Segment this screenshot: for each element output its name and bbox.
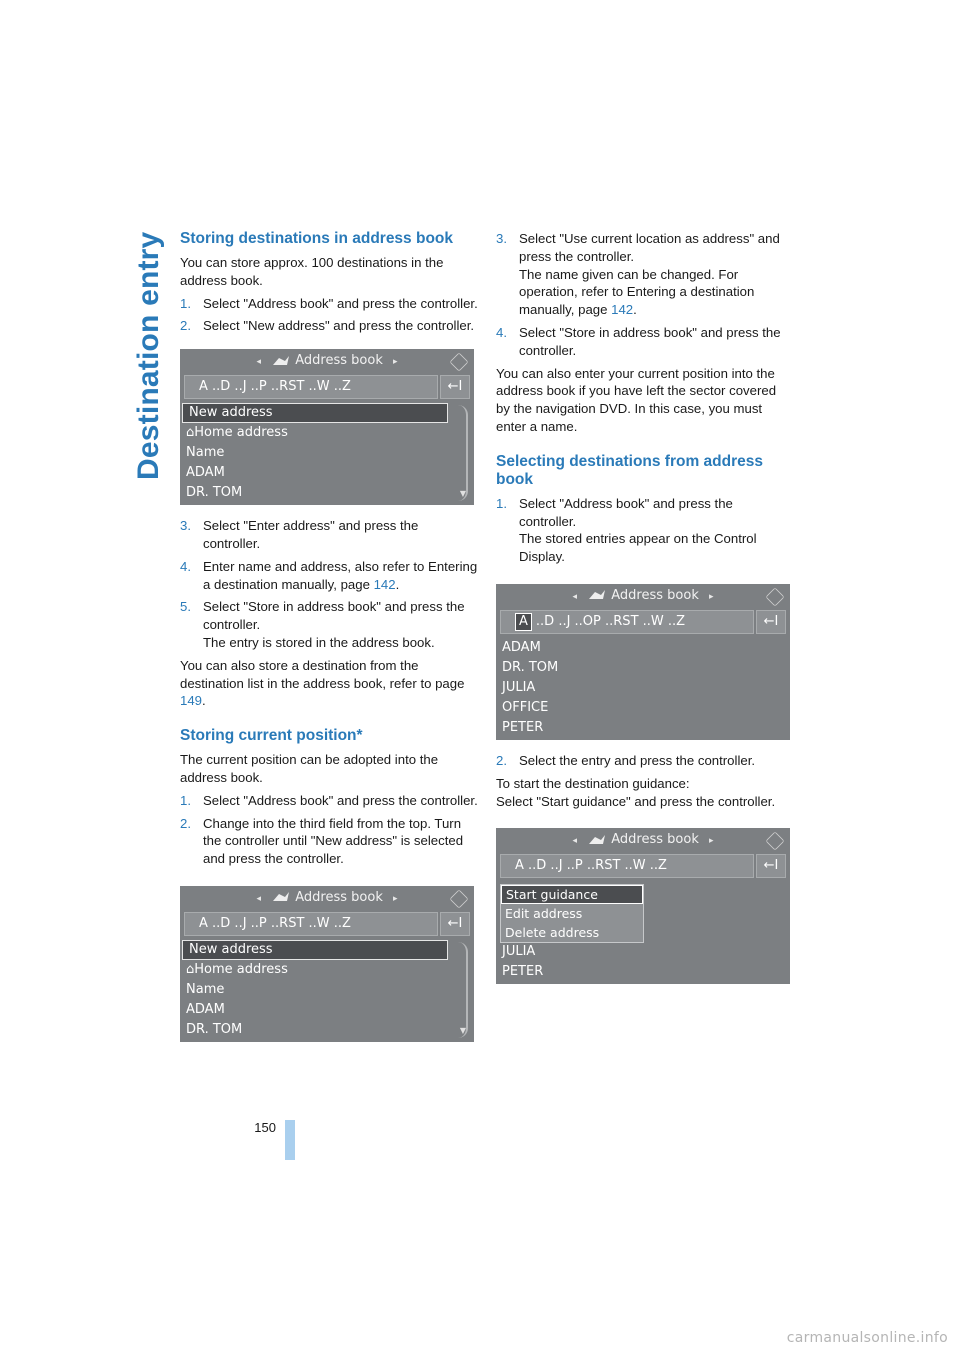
page-link[interactable]: 149 — [180, 693, 203, 709]
step-item: 2. Select the entry and press the controller. — [496, 752, 756, 768]
step-item: 5. Select "Store in address book" and press the controller. The entry is stored in the address book. — [180, 599, 465, 650]
navigation-icon — [587, 834, 607, 846]
address-book-screen-3 — [496, 828, 790, 984]
step-item: 4. Enter name and address, also refer to Entering a destination manually, page 142. — [180, 558, 478, 592]
paragraph: You can also store a destination from the destination list in the address book, refer to page 149. — [180, 657, 465, 709]
paragraph: You can also enter your current position into the address book if you have left the sector covered by the navigation DVD. In this case, you must enter a name. — [496, 365, 777, 434]
back-button[interactable]: ←I — [756, 854, 786, 878]
back-button[interactable]: ←I — [440, 912, 470, 936]
step-item: 3. Select "Use current location as address" and press the controller. The name given can be changed. For operation, refer to Entering a destination manually, page 142. — [496, 231, 780, 318]
section-heading-storing-destinations: Storing destinations in address book — [180, 230, 454, 247]
step-item: 4. Select "Store in address book" and press the controller. — [496, 324, 781, 358]
page-link[interactable]: 142 — [611, 302, 634, 318]
navigation-icon — [271, 891, 291, 903]
list-item[interactable]: JULIA — [502, 679, 536, 695]
list-item[interactable]: DR. TOM — [186, 485, 243, 501]
list-item[interactable]: ADAM — [186, 465, 225, 481]
step-item: 2. Change into the third field from the top. Turn the controller until "New address" is selected and press the controller. — [180, 815, 464, 867]
list-item[interactable]: ADAM — [502, 639, 541, 655]
list-item[interactable]: ADAM — [186, 1001, 225, 1017]
page-link[interactable]: 142 — [373, 576, 396, 592]
alphabet-bar[interactable]: A ..D ..J ..P ..RST ..W ..Z — [184, 375, 438, 399]
list-item[interactable]: PETER — [502, 719, 544, 735]
list-item[interactable]: New address — [182, 403, 448, 423]
chapter-title: Destination entry — [132, 231, 165, 480]
step-item: 1. Select "Address book" and press the controller. — [180, 792, 478, 808]
navigation-icon — [271, 355, 291, 367]
step-item: 1. Select "Address book" and press the controller. The stored entries appear on the Control Display. — [496, 495, 757, 565]
back-button[interactable]: ←I — [756, 610, 786, 634]
address-book-screen-2 — [496, 584, 790, 740]
watermark: carmanualsonline.info — [786, 1330, 948, 1346]
menu-item-start-guidance[interactable]: Start guidance — [501, 885, 643, 904]
navigation-icon — [587, 589, 607, 601]
paragraph: The current position can be adopted into the address book. — [180, 752, 439, 785]
address-book-screen-4 — [180, 886, 474, 1042]
scroll-down-icon: ▼ — [459, 489, 466, 499]
alphabet-bar[interactable]: A ..D ..J ..OP ..RST ..W ..Z — [500, 610, 754, 634]
list-item[interactable]: OFFICE — [502, 699, 549, 715]
step-item: 2. Select "New address" and press the controller. — [180, 318, 475, 334]
section-heading-storing-current-position: Storing current position* — [180, 727, 363, 745]
list-item[interactable]: JULIA — [502, 944, 536, 960]
list-item[interactable]: Name — [186, 981, 225, 997]
list-item[interactable]: PETER — [502, 964, 544, 980]
back-button[interactable]: ←I — [440, 375, 470, 399]
left-column — [180, 230, 478, 1054]
scroll-down-icon: ▼ — [459, 1026, 466, 1036]
paragraph: To start the destination guidance: Select "Start guidance" and press the controller. — [496, 775, 776, 809]
right-column — [496, 230, 792, 996]
list-item[interactable]: ⌂Home address — [186, 961, 288, 977]
menu-item-edit-address[interactable]: Edit address — [505, 906, 583, 922]
step-item: 1. Select "Address book" and press the controller. — [180, 295, 478, 311]
list-item[interactable]: Name — [186, 445, 225, 461]
screen-title-bar: ◂ Address book ▸ — [572, 587, 714, 603]
page-number: 150 — [254, 1120, 276, 1135]
paragraph: You can store approx. 100 destinations in the address book. — [180, 255, 444, 288]
screen-title-bar: ◂ Address book ▸ — [256, 353, 398, 369]
options-popup-menu — [500, 884, 644, 943]
list-item[interactable]: DR. TOM — [186, 1021, 243, 1037]
list-item[interactable]: DR. TOM — [502, 659, 559, 675]
screen-title-bar: ◂ Address book ▸ — [572, 832, 714, 848]
section-heading-selecting-destinations: Selecting destinations from address book — [496, 452, 764, 488]
list-item[interactable]: New address — [182, 940, 448, 960]
entry-list — [180, 940, 452, 1040]
address-book-screen-1 — [180, 349, 474, 505]
menu-item-delete-address[interactable]: Delete address — [505, 925, 600, 941]
entry-list — [180, 403, 452, 503]
alphabet-bar[interactable]: A ..D ..J ..P ..RST ..W ..Z — [500, 854, 754, 878]
entry-list — [496, 942, 768, 982]
page-tab-marker — [285, 1120, 295, 1160]
entry-list — [496, 638, 768, 738]
alphabet-bar[interactable]: A ..D ..J ..P ..RST ..W ..Z — [184, 912, 438, 936]
list-item[interactable]: ⌂Home address — [186, 425, 288, 441]
screen-title-bar: ◂ Address book ▸ — [256, 889, 398, 905]
step-item: 3. Select "Enter address" and press the controller. — [180, 518, 419, 551]
selected-letter[interactable]: A — [515, 613, 532, 631]
